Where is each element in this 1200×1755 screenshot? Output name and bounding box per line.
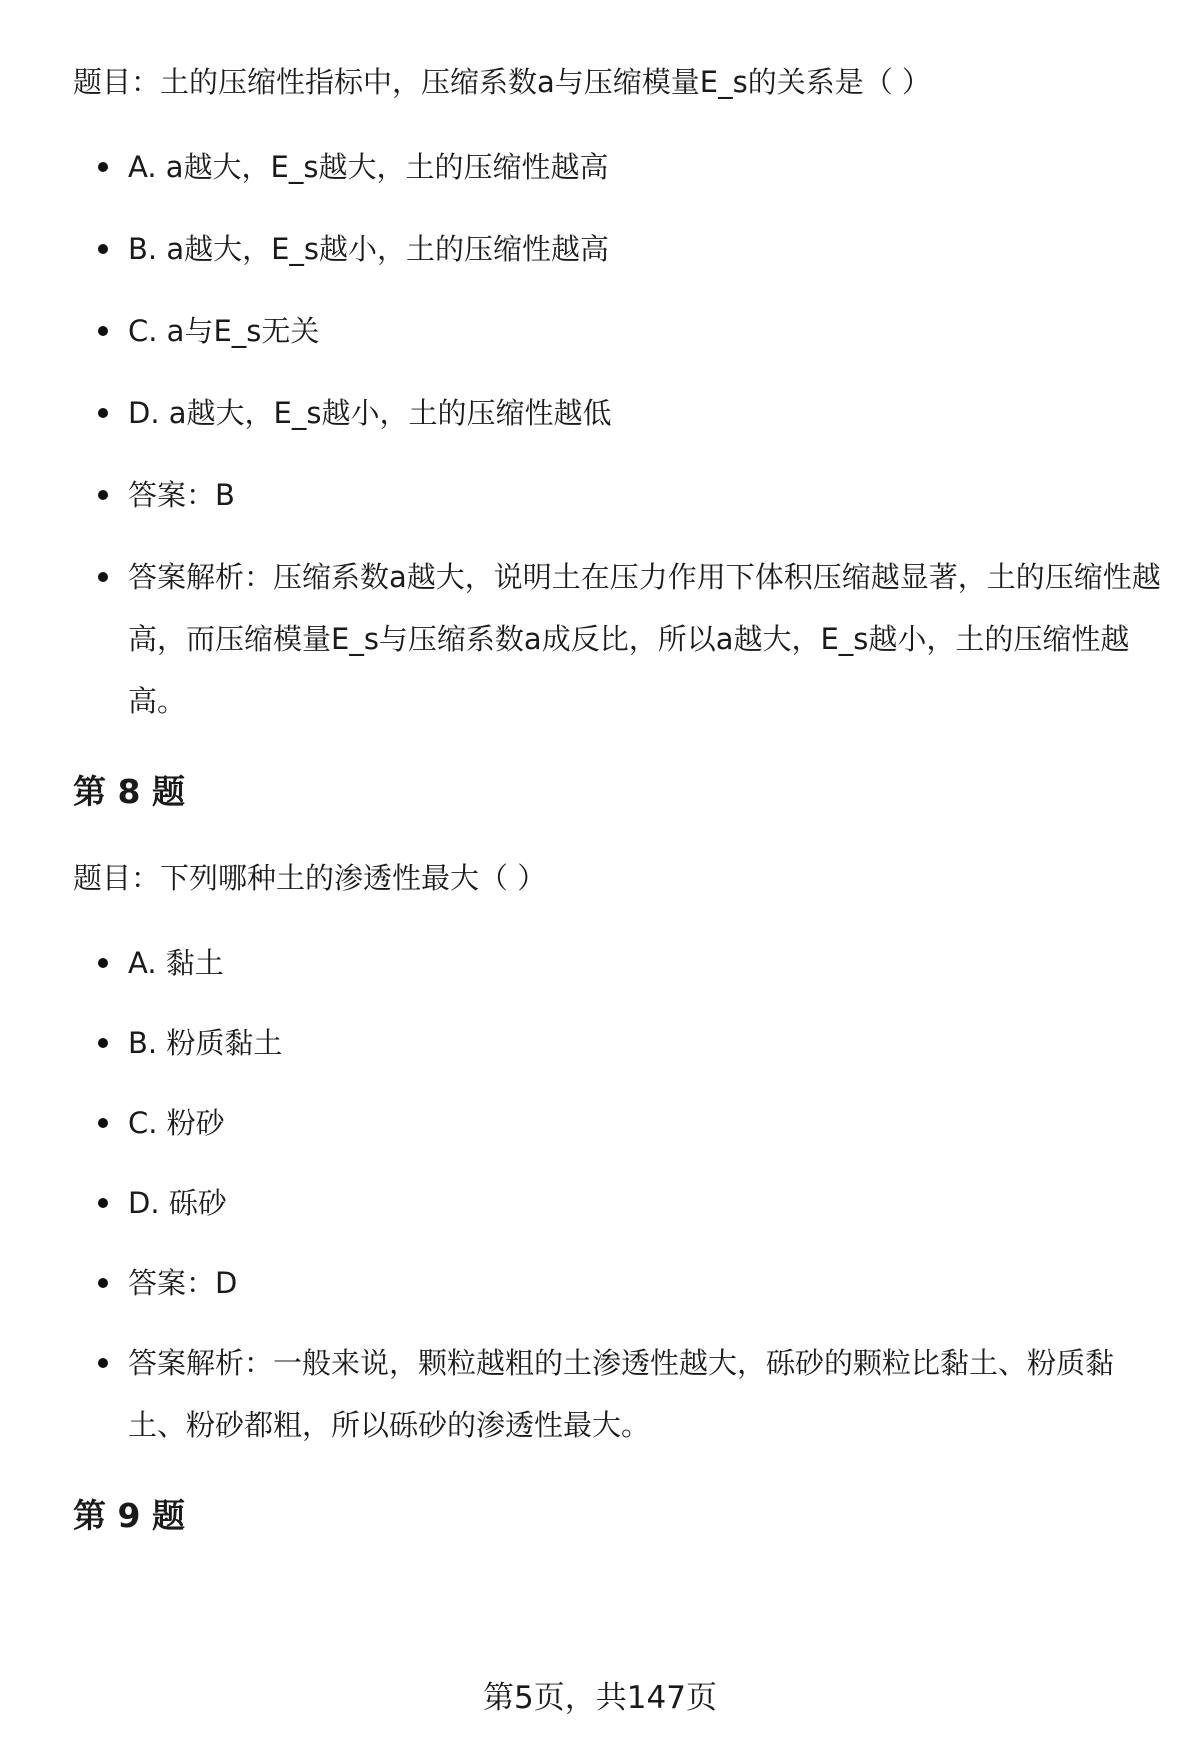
question-9-heading: 第 9 题	[73, 1496, 185, 1535]
question-7-answer: 答案：B	[73, 464, 1163, 526]
page-footer: 第5页，共147页	[483, 1680, 717, 1716]
question-8-option-a: A. 黏土	[73, 932, 1163, 994]
question-7-option-d: D. a越大，E_s越小，土的压缩性越低	[73, 382, 1163, 444]
question-8-option-b: B. 粉质黏土	[73, 1012, 1163, 1074]
question-8-option-c: C. 粉砂	[73, 1092, 1163, 1154]
question-7-title: 题目：土的压缩性指标中，压缩系数a与压缩模量E_s的关系是（ ）	[73, 65, 931, 99]
question-7-option-a: A. a越大，E_s越大，土的压缩性越高	[73, 136, 1163, 198]
question-8-option-d: D. 砾砂	[73, 1172, 1163, 1234]
question-7-option-b: B. a越大，E_s越小，土的压缩性越高	[73, 218, 1163, 280]
question-8-answer: 答案：D	[73, 1252, 1163, 1314]
question-7-list	[73, 136, 1163, 732]
question-8-heading: 第 8 题	[73, 772, 185, 811]
question-8-title: 题目：下列哪种土的渗透性最大（ ）	[73, 861, 547, 895]
page-content	[73, 62, 1163, 1538]
question-8-list	[73, 932, 1163, 1456]
question-7-option-c: C. a与E_s无关	[73, 300, 1163, 362]
question-8-analysis: 答案解析：一般来说，颗粒越粗的土渗透性越大，砾砂的颗粒比黏土、粉质黏土、粉砂都粗，所以砾砂的渗透性最大。	[73, 1332, 1163, 1456]
question-7-analysis: 答案解析：压缩系数a越大，说明土在压力作用下体积压缩越显著，土的压缩性越高，而压缩模量E_s与压缩系数a成反比，所以a越大，E_s越小，土的压缩性越高。	[73, 546, 1163, 732]
